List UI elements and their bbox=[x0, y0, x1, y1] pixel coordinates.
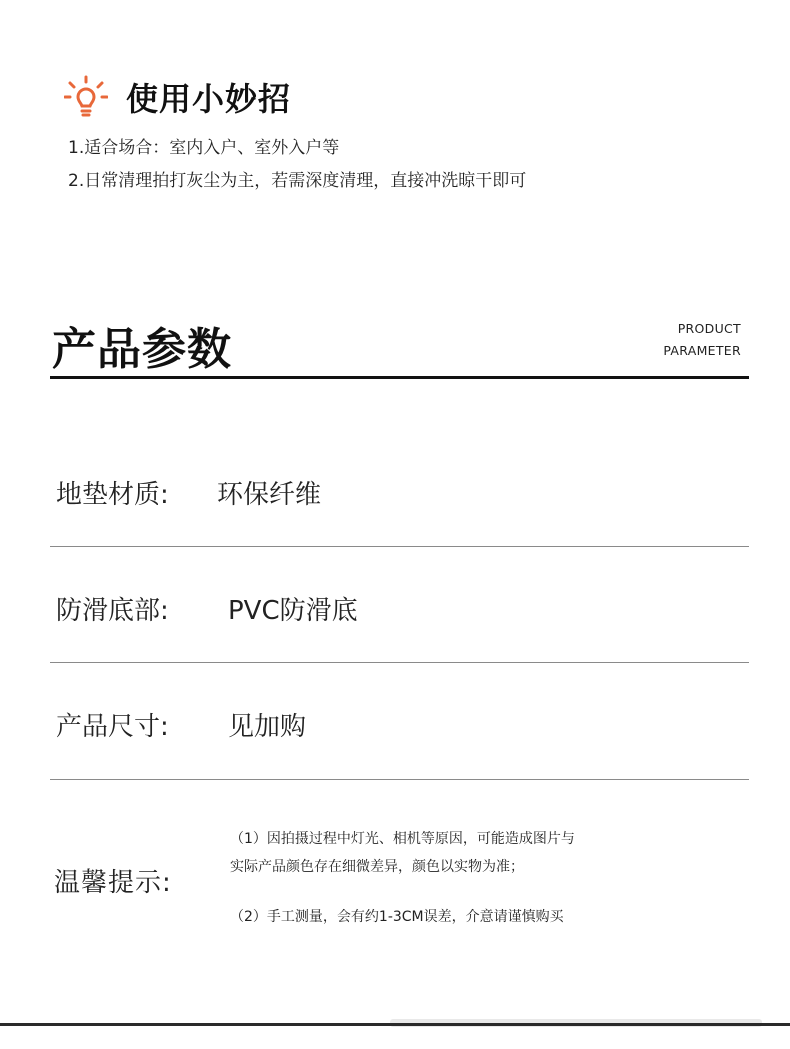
warm-tip-note-1: （1）因拍摄过程中灯光、相机等原因，可能造成图片与 bbox=[230, 831, 575, 847]
parameters-title: 产品参数 bbox=[52, 324, 232, 375]
parameter-label: 产品尺寸: bbox=[56, 712, 169, 742]
parameter-value: 环保纤维 bbox=[217, 480, 322, 510]
tips-header bbox=[64, 72, 291, 122]
row-divider bbox=[50, 662, 749, 663]
warm-tip-note-2: 实际产品颜色存在细微差异，颜色以实物为准； bbox=[230, 859, 524, 875]
parameter-label: 防滑底部: bbox=[56, 596, 169, 626]
parameters-title-en-line2: PARAMETER bbox=[663, 343, 741, 358]
parameter-label: 地垫材质: bbox=[56, 480, 169, 510]
warm-tip-note-3: （2）手工测量，会有约1-3CM误差，介意请谨慎购买 bbox=[230, 909, 564, 925]
tips-title: 使用小妙招 bbox=[126, 80, 292, 118]
row-divider bbox=[50, 546, 749, 547]
tips-line-1: 1.适合场合：室内入户、室外入户等 bbox=[68, 138, 340, 158]
parameters-title-en bbox=[663, 318, 741, 362]
warm-tip-label: 温馨提示: bbox=[54, 868, 172, 898]
lightbulb-icon bbox=[64, 75, 108, 119]
bottom-divider bbox=[0, 1023, 790, 1026]
parameters-divider bbox=[50, 376, 749, 379]
parameter-value: 见加购 bbox=[228, 712, 307, 742]
row-divider bbox=[50, 779, 749, 780]
parameters-title-en-line1: PRODUCT bbox=[677, 321, 741, 336]
tips-line-2: 2.日常清理拍打灰尘为主，若需深度清理，直接冲洗晾干即可 bbox=[68, 171, 527, 191]
parameter-value: PVC防滑底 bbox=[228, 596, 358, 626]
